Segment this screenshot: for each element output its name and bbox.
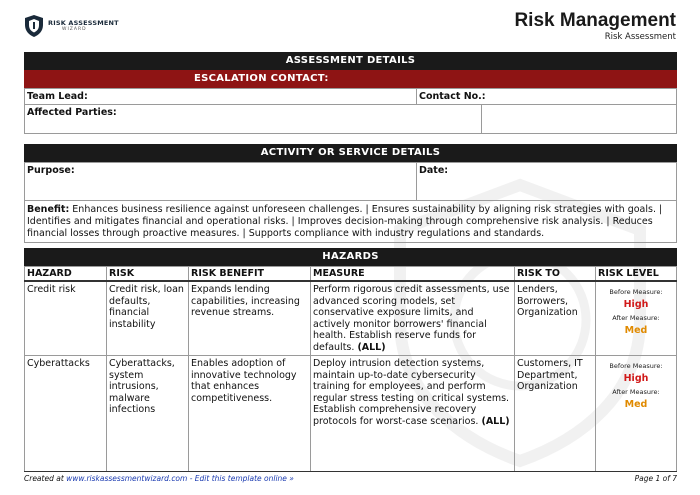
footer-link[interactable]: www.riskassessmentwizard.com - Edit this template online » [66,474,294,483]
page-title: Risk Management [514,10,676,31]
table-row [25,281,677,356]
after-measure-label: After Measure: [612,388,660,396]
col-measure: MEASURE [311,267,515,282]
measure-tag: (ALL) [357,341,386,353]
page-header [24,10,676,44]
col-risk-level: RISK LEVEL [596,267,677,282]
col-risk-to: RISK TO [515,267,596,282]
risk-to-cell: Lenders, Borrowers, Organization [515,281,596,356]
col-hazard: HAZARD [25,267,107,282]
activity-heading: ACTIVITY OR SERVICE DETAILS [24,144,677,162]
purpose-field[interactable]: Purpose: [25,163,417,201]
page-footer [24,471,677,483]
hazards-table [24,266,677,472]
hazards-header-row [25,267,677,282]
before-measure-label: Before Measure: [609,288,663,296]
activity-table [24,162,677,201]
measure-cell [311,356,515,472]
benefit-cell: Expands lending capabilities, increasing revenue streams. [189,281,311,356]
hazard-cell: Cyberattacks [25,356,107,472]
after-level-badge: Med [624,398,648,410]
risk-cell: Credit risk, loan defaults, financial instability [107,281,189,356]
team-lead-field[interactable]: Team Lead: [25,89,417,105]
date-field[interactable]: Date: [417,163,677,201]
before-level-badge: High [623,298,649,310]
logo [24,14,119,38]
measure-cell [311,281,515,356]
before-measure-label: Before Measure: [609,362,663,370]
risk-level-cell [596,356,677,472]
hazards-section [24,248,677,472]
assessment-table [24,88,677,134]
table-row [25,356,677,472]
logo-line1: RISK ASSESSMENT [48,18,119,27]
measure-tag: (ALL) [481,415,510,427]
benefit-text: Enhances business resilience against unforeseen challenges. | Ensures sustainability by aligning risk strategies with goals. | Identifies and mitigates financial and operational risks. | Improves decision-making through comprehensive risk analysis. | Reduces financial losses through proactive measures. | Supports compliance with industry regulations and standards. [27,204,663,239]
risk-level-cell [596,281,677,356]
page-number: Page 1 of 7 [634,474,677,483]
affected-parties-extra[interactable] [482,105,677,134]
risk-to-cell: Customers, IT Department, Organization [515,356,596,472]
risk-cell: Cyberattacks, system intrusions, malware infections [107,356,189,472]
footer-created-at: Created at [24,474,67,483]
benefit-label: Benefit: [27,204,70,215]
hazards-heading: HAZARDS [24,248,677,266]
page-subtitle: Risk Assessment [604,32,676,42]
assessment-section [24,52,677,134]
activity-section [24,144,677,243]
hazard-cell: Credit risk [25,281,107,356]
shield-logo-icon [24,14,44,38]
assessment-heading: ASSESSMENT DETAILS [24,52,677,70]
col-risk-benefit: RISK BENEFIT [189,267,311,282]
after-measure-label: After Measure: [612,314,660,322]
measure-text: Perform rigorous credit assessments, use advanced scoring models, set conservative exposure limits, and actively monitor borrowers' financial health. Establish reserve funds for defaults. [313,284,510,353]
before-level-badge: High [623,372,649,384]
logo-line2: WIZARD [62,27,87,32]
benefit-text-block [24,201,677,243]
contact-no-field[interactable]: Contact No.: [417,89,677,105]
escalation-heading: ESCALATION CONTACT: [24,70,677,88]
benefit-cell: Enables adoption of innovative technology that enhances competitiveness. [189,356,311,472]
measure-text: Deploy intrusion detection systems, maintain up-to-date cybersecurity training for employees, and perform regular stress testing on critical systems. Establish comprehensive recovery protocols for worst-case scenarios. [313,358,510,427]
affected-parties-field[interactable]: Affected Parties: [25,105,482,134]
col-risk: RISK [107,267,189,282]
after-level-badge: Med [624,324,648,336]
